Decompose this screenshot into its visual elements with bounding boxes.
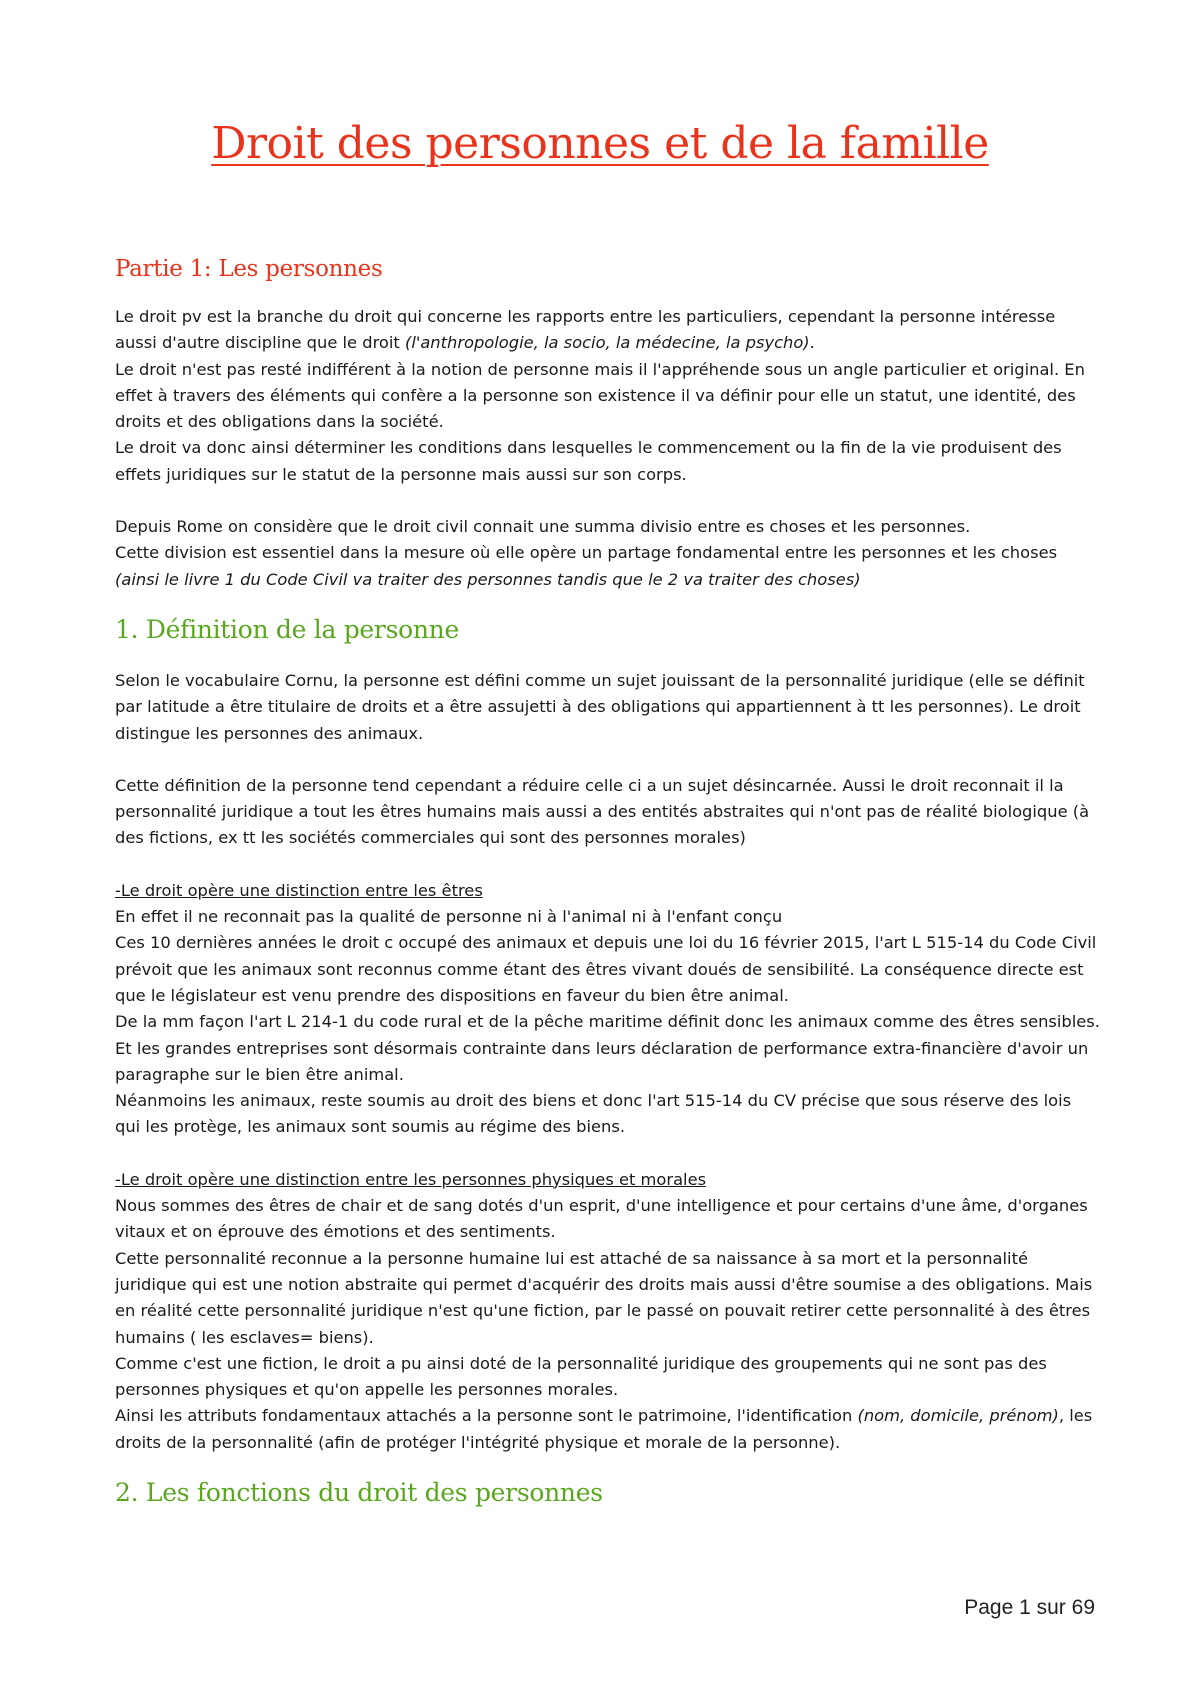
section-heading: 1. Définition de la personne bbox=[115, 614, 459, 644]
paragraph: Depuis Rome on considère que le droit civil connait une summa divisio entre es choses et les personnes. bbox=[115, 517, 971, 537]
subheading: -Le droit opère une distinction entre les êtres bbox=[115, 880, 483, 900]
italic-text: (nom, domicile, prénom) bbox=[857, 1406, 1059, 1426]
subheading: -Le droit opère une distinction entre les personnes physiques et morales bbox=[115, 1169, 707, 1189]
paragraph: Cette définition de la personne tend cependant a réduire celle ci a un sujet désincarnée. Aussi le droit reconnait il la personnalité juridique a tout les êtres humains mais aussi a des entités abstraites qui n'ont pas de réalité biologique (à des fictions, ex tt les sociétés commerciales qui sont des personnes morales) bbox=[115, 775, 1090, 848]
paragraph: Le droit n'est pas resté indifférent à la notion de personne mais il l'appréhende sous un angle particulier et original. En effet à travers des éléments qui confère a la personne son existence il va définir pour elle un statut, une identité, des droits et des obligations dans la société. bbox=[115, 359, 1085, 432]
paragraph bbox=[115, 540, 1100, 593]
paragraph: De la mm façon l'art L 214-1 du code rural et de la pêche maritime définit donc les animaux comme des êtres sensibles. bbox=[115, 1012, 1100, 1032]
text-run: Cette division est essentiel dans la mesure où elle opère un partage fondamental entre les personnes et les choses bbox=[115, 543, 1058, 563]
paragraph: Néanmoins les animaux, reste soumis au droit des biens et donc l'art 515-14 du CV précise que sous réserve des lois qui les protège, les animaux sont soumis au régime des biens. bbox=[115, 1091, 1072, 1137]
paragraph: Comme c'est une fiction, le droit a pu ainsi doté de la personnalité juridique des groupements qui ne sont pas des personnes physiques et qu'on appelle les personnes morales. bbox=[115, 1353, 1047, 1400]
part-heading: Partie 1: Les personnes bbox=[115, 256, 383, 282]
text-run: , les droits de la personnalité (afin de protéger l'intégrité physique et morale de la personne). bbox=[115, 1406, 1093, 1452]
text-run: Ainsi les attributs fondamentaux attachés a la personne sont le patrimoine, l'identification bbox=[115, 1406, 858, 1426]
paragraph bbox=[115, 304, 1100, 357]
paragraph bbox=[115, 1403, 1100, 1456]
italic-text: (ainsi le livre 1 du Code Civil va traiter des personnes tandis que le 2 va traiter des choses) bbox=[115, 569, 861, 589]
paragraph: Cette personnalité reconnue a la personne humaine lui est attaché de sa naissance à sa mort et la personnalité juridique qui est une notion abstraite qui permet d'acquérir des droits mais aussi d'être soumise a des obligations. Mais en réalité cette personnalité juridique n'est qu'une fiction, par le passé on pouvait retirer cette personnalité à des êtres humains ( les esclaves= biens). bbox=[115, 1248, 1093, 1347]
paragraph: Nous sommes des êtres de chair et de sang dotés d'un esprit, d'une intelligence et pour certains d'une âme, d'organes vitaux et on éprouve des émotions et des sentiments. bbox=[115, 1196, 1088, 1242]
section-heading: 2. Les fonctions du droit des personnes bbox=[115, 1477, 603, 1507]
paragraph: En effet il ne reconnait pas la qualité de personne ni à l'animal ni à l'enfant conçu bbox=[115, 907, 783, 927]
paragraph: Et les grandes entreprises sont désormais contrainte dans leurs déclaration de performance extra-financière d'avoir un paragraphe sur le bien être animal. bbox=[115, 1038, 1089, 1084]
document-body bbox=[115, 256, 1100, 1531]
paragraph: Le droit va donc ainsi déterminer les conditions dans lesquelles le commencement ou la fin de la vie produisent des effets juridiques sur le statut de la personne mais aussi sur son corps. bbox=[115, 438, 1062, 484]
paragraph: Selon le vocabulaire Cornu, la personne est défini comme un sujet jouissant de la personnalité juridique (elle se définit par latitude a être titulaire de droits et a être assujetti à des obligations qui appartiennent à tt les personnes). Le droit distingue les personnes des animaux. bbox=[115, 670, 1085, 743]
text-run: . bbox=[809, 333, 815, 353]
italic-text: (l'anthropologie, la socio, la médecine, la psycho) bbox=[404, 333, 810, 353]
text-run: Le droit pv est la branche du droit qui concerne les rapports entre les particuliers, cependant la personne intéresse aussi d'autre discipline que le droit bbox=[115, 307, 1056, 353]
document-title: Droit des personnes et de la famille bbox=[211, 118, 989, 169]
page-number: Page 1 sur 69 bbox=[964, 1596, 1095, 1619]
paragraph: Ces 10 dernières années le droit c occupé des animaux et depuis une loi du 16 février 2015, l'art L 515-14 du Code Civil prévoit que les animaux sont reconnus comme étant des êtres vivant doués de sensibilité. La conséquence directe est que le législateur est venu prendre des dispositions en faveur du bien être animal. bbox=[115, 933, 1097, 1005]
